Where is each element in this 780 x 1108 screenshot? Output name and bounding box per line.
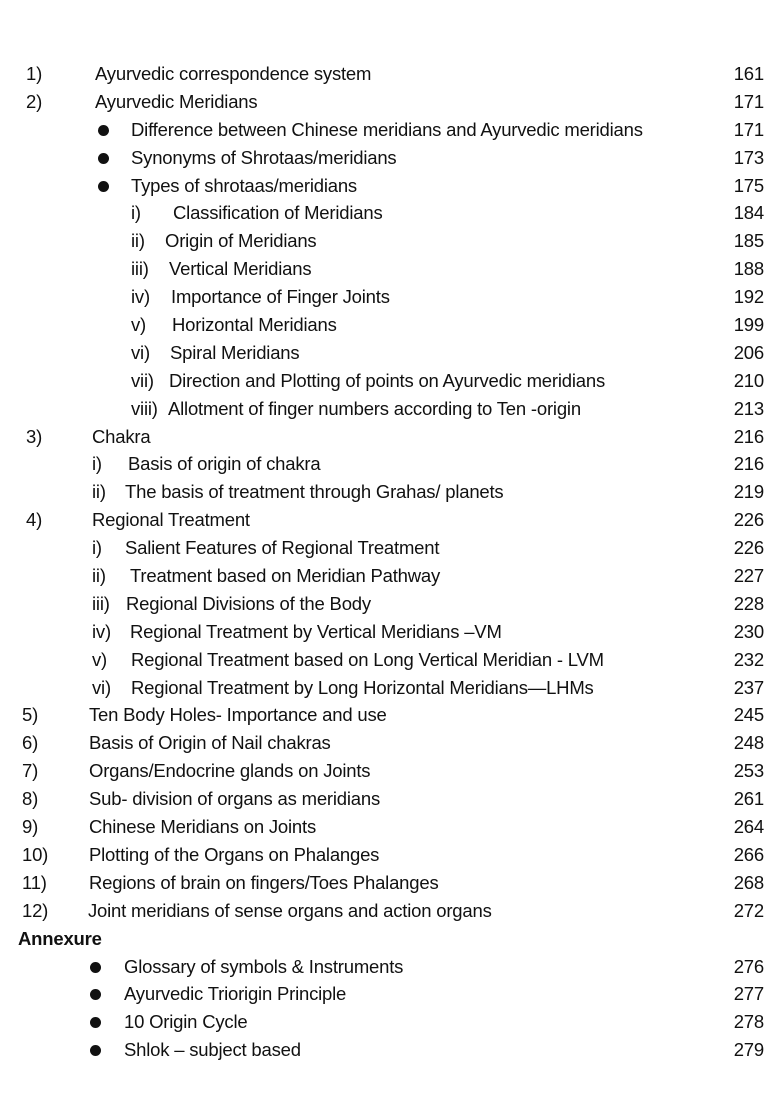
entry-title: Plotting of the Organs on Phalanges (89, 843, 380, 865)
entry-title: Regional Treatment based on Long Vertical Meridian - LVM (131, 648, 604, 670)
entry-title: Organs/Endocrine glands on Joints (89, 760, 371, 782)
entry-number: i) (131, 202, 141, 224)
toc-entry-11 (0, 869, 780, 897)
entry-title: The basis of treatment through Grahas/ planets (125, 481, 504, 503)
toc-subentry (0, 674, 780, 702)
toc-entry-3 (0, 423, 780, 451)
entry-title: Ayurvedic Triorigin Principle (124, 983, 347, 1005)
toc-entry-8 (0, 785, 780, 813)
entry-number: ii) (92, 565, 106, 587)
entry-page: 175 (733, 174, 764, 196)
entry-title: Chinese Meridians on Joints (89, 816, 316, 838)
entry-title: Direction and Plotting of points on Ayurvedic meridians (169, 369, 605, 391)
entry-page: 206 (733, 341, 764, 363)
entry-number: 8) (22, 788, 39, 810)
entry-page: 232 (733, 648, 764, 670)
toc-subentry (0, 172, 780, 200)
toc-entry-2 (0, 88, 780, 116)
toc-subentry (0, 283, 780, 311)
entry-title: Classification of Meridians (173, 202, 383, 224)
entry-number: iv) (92, 620, 111, 642)
entry-title: Ayurvedic Meridians (95, 90, 258, 112)
entry-page: 199 (733, 314, 764, 336)
entry-title: Horizontal Meridians (172, 314, 337, 336)
toc-entry-6 (0, 729, 780, 757)
toc-subentry (0, 199, 780, 227)
entry-title: Origin of Meridians (165, 230, 317, 252)
entry-number: 4) (26, 509, 43, 531)
entry-title: Basis of Origin of Nail chakras (89, 732, 331, 754)
entry-page: 268 (733, 871, 764, 893)
entry-number: vi) (92, 676, 111, 698)
entry-number: i) (92, 537, 102, 559)
bullet-icon (98, 125, 109, 136)
toc-subentry (0, 618, 780, 646)
entry-page: 237 (733, 676, 764, 698)
entry-page: 185 (733, 230, 764, 252)
entry-page: 264 (733, 816, 764, 838)
entry-page: 216 (733, 425, 764, 447)
entry-number: v) (131, 314, 147, 336)
annexure-heading: Annexure (18, 927, 102, 949)
entry-page: 261 (733, 788, 764, 810)
entry-page: 161 (733, 63, 764, 84)
toc-subentry (0, 450, 780, 478)
entry-number: iii) (92, 592, 110, 614)
toc-entry-9 (0, 813, 780, 841)
entry-page: 226 (733, 537, 764, 559)
toc-subentry (0, 478, 780, 506)
entry-page: 216 (733, 453, 764, 475)
toc-entry-5 (0, 701, 780, 729)
bullet-icon (98, 153, 109, 164)
entry-page: 245 (733, 704, 764, 726)
entry-number: 1) (26, 63, 43, 84)
entry-page: 171 (733, 90, 764, 112)
toc-subentry (0, 255, 780, 283)
entry-number: 9) (22, 816, 39, 838)
entry-title: Difference between Chinese meridians and Ayurvedic meridians (131, 118, 643, 140)
toc-entry-12 (0, 897, 780, 925)
entry-title: Regions of brain on fingers/Toes Phalanges (89, 871, 439, 893)
annexure-entry (0, 1036, 780, 1064)
entry-title: Regional Divisions of the Body (126, 592, 371, 614)
toc-subentry (0, 395, 780, 423)
annexure-entry (0, 1008, 780, 1036)
entry-number: 3) (26, 425, 43, 447)
annexure-entry (0, 953, 780, 981)
entry-page: 192 (733, 286, 764, 308)
entry-page: 227 (733, 565, 764, 587)
entry-page: 228 (733, 592, 764, 614)
entry-title: Regional Treatment (92, 509, 250, 531)
entry-title: Ten Body Holes- Importance and use (89, 704, 387, 726)
toc-entry-7 (0, 757, 780, 785)
entry-number: 7) (22, 760, 39, 782)
entry-page: 276 (733, 955, 764, 977)
entry-number: 10) (22, 843, 49, 865)
bullet-icon (90, 1017, 101, 1028)
toc-subentry (0, 534, 780, 562)
entry-title: Allotment of finger numbers according to Ten -origin (168, 397, 581, 419)
entry-title: Ayurvedic correspondence system (95, 63, 372, 84)
entry-page: 184 (733, 202, 764, 224)
entry-title: Types of shrotaas/meridians (131, 174, 357, 196)
toc-entry-10 (0, 841, 780, 869)
entry-page: 219 (733, 481, 764, 503)
entry-page: 272 (733, 899, 764, 921)
entry-page: 171 (733, 118, 764, 140)
entry-title: Glossary of symbols & Instruments (124, 955, 404, 977)
toc-subentry (0, 367, 780, 395)
entry-page: 278 (733, 1011, 764, 1033)
toc-entry-1 (0, 60, 780, 88)
entry-page: 277 (733, 983, 764, 1005)
entry-number: 6) (22, 732, 39, 754)
toc-subentry (0, 646, 780, 674)
entry-page: 248 (733, 732, 764, 754)
toc-subentry (0, 562, 780, 590)
entry-title: Joint meridians of sense organs and action organs (88, 899, 492, 921)
entry-number: vii) (131, 369, 154, 391)
entry-number: vi) (131, 341, 150, 363)
annexure-heading-row (0, 925, 780, 953)
entry-number: viii) (131, 397, 158, 419)
entry-page: 210 (733, 369, 764, 391)
entry-title: Sub- division of organs as meridians (89, 788, 381, 810)
entry-title: Treatment based on Meridian Pathway (130, 565, 441, 587)
entry-page: 253 (733, 760, 764, 782)
entry-number: i) (92, 453, 102, 475)
entry-title: Regional Treatment by Vertical Meridians –VM (130, 620, 502, 642)
entry-number: 12) (22, 899, 49, 921)
bullet-icon (90, 1045, 101, 1056)
entry-page: 266 (733, 843, 764, 865)
entry-number: ii) (131, 230, 145, 252)
entry-title: Synonyms of Shrotaas/meridians (131, 146, 397, 168)
entry-title: Shlok – subject based (124, 1039, 301, 1061)
annexure-entry (0, 980, 780, 1008)
entry-page: 279 (733, 1039, 764, 1061)
entry-title: Importance of Finger Joints (171, 286, 390, 308)
entry-number: iv) (131, 286, 150, 308)
toc-subentry (0, 311, 780, 339)
bullet-icon (90, 962, 101, 973)
toc-subentry (0, 227, 780, 255)
entry-number: 5) (22, 704, 39, 726)
bullet-icon (98, 181, 109, 192)
table-of-contents (0, 60, 780, 1064)
entry-number: 2) (26, 90, 43, 112)
entry-title: Vertical Meridians (169, 258, 312, 280)
entry-page: 213 (733, 397, 764, 419)
toc-subentry (0, 144, 780, 172)
entry-page: 173 (733, 146, 764, 168)
entry-page: 226 (733, 509, 764, 531)
entry-page: 188 (733, 258, 764, 280)
entry-page: 230 (733, 620, 764, 642)
entry-title: Spiral Meridians (170, 341, 300, 363)
entry-title: Salient Features of Regional Treatment (125, 537, 440, 559)
entry-title: Regional Treatment by Long Horizontal Meridians—LHMs (131, 676, 594, 698)
entry-number: 11) (22, 871, 47, 893)
toc-subentry (0, 116, 780, 144)
entry-title: 10 Origin Cycle (124, 1011, 248, 1033)
bullet-icon (90, 989, 101, 1000)
entry-title: Basis of origin of chakra (128, 453, 321, 475)
entry-number: iii) (131, 258, 149, 280)
toc-subentry (0, 590, 780, 618)
toc-entry-4 (0, 506, 780, 534)
toc-subentry (0, 339, 780, 367)
entry-number: v) (92, 648, 108, 670)
entry-number: ii) (92, 481, 106, 503)
entry-title: Chakra (92, 425, 151, 447)
